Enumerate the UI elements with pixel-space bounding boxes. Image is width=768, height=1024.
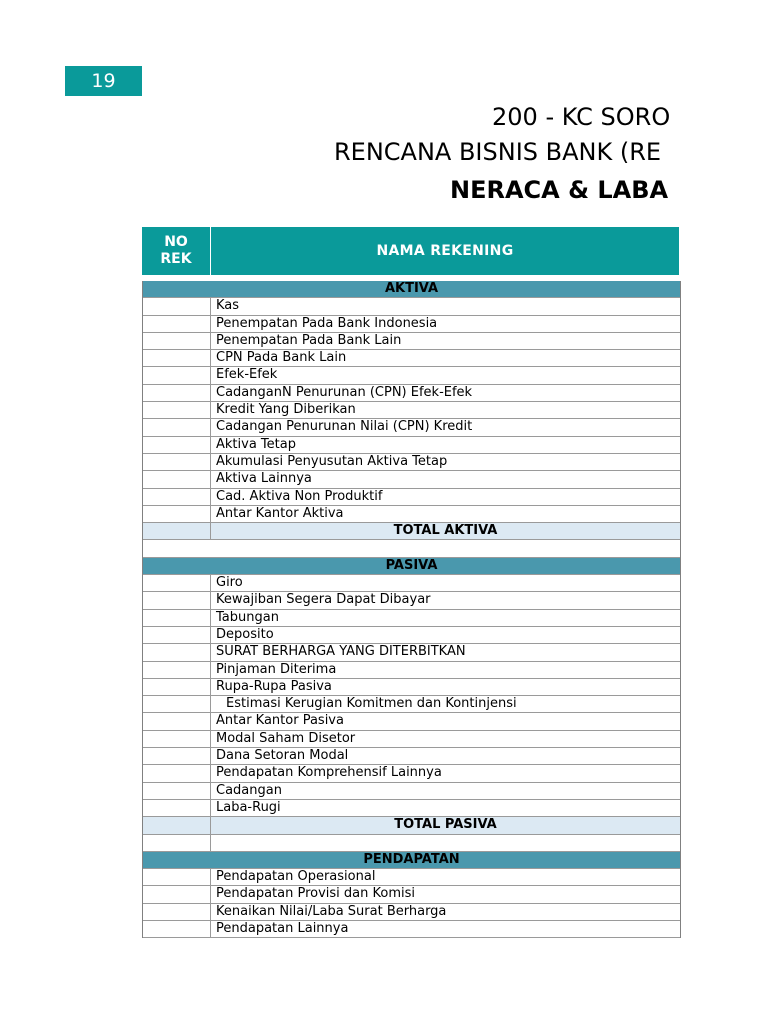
row-no [143,748,211,764]
row-name: Aktiva Lainnya [216,471,312,487]
row-name: Cadangan Penurunan Nilai (CPN) Kredit [216,419,473,435]
table-row [143,886,680,903]
row-name: SURAT BERHARGA YANG DITERBITKAN [216,644,466,660]
table-row [143,800,680,817]
table-row [143,575,680,592]
row-name: Modal Saham Disetor [216,730,356,746]
table-row [143,506,680,523]
row-name: Pendapatan Lainnya [216,920,349,936]
row-name [211,540,680,556]
table-row [143,921,680,938]
row-no [143,886,211,902]
table-row [143,419,680,436]
row-no [143,506,211,522]
table-row [143,765,680,782]
title-line-1: 200 - KC SORO [492,103,671,131]
row-name: Penempatan Pada Bank Lain [216,332,402,348]
title-line-2: RENCANA BISNIS BANK (RE [334,138,662,166]
row-name: Akumulasi Penyusutan Aktiva Tetap [216,453,448,469]
account-table [142,281,681,938]
table-row [143,713,680,730]
table-row [143,679,680,696]
row-no [143,489,211,505]
row-no [143,316,211,332]
row-name: Tabungan [216,609,279,625]
total-aktiva-row [143,523,680,540]
total-label: TOTAL AKTIVA [393,523,498,539]
row-no [143,610,211,626]
report-title [142,100,679,210]
table-row [143,316,680,333]
row-no [143,454,211,470]
row-no [143,731,211,747]
row-name: Laba-Rugi [216,799,281,815]
row-no [143,333,211,349]
row-name: Pendapatan Operasional [216,869,376,885]
table-row [143,489,680,506]
table-row [143,350,680,367]
row-no [143,437,211,453]
row-no [143,904,211,920]
table-row [143,402,680,419]
header-no-rek-line1: NO [164,234,188,250]
blank-row [143,540,680,557]
row-no [143,835,211,851]
row-no [143,765,211,781]
row-name: Antar Kantor Pasiva [216,713,344,729]
row-no [143,350,211,366]
table-row [143,471,680,488]
blank-row [143,835,680,852]
section-aktiva [143,281,680,298]
row-no [143,817,211,833]
table-row [143,731,680,748]
section-pasiva [143,558,680,575]
row-no [143,696,211,712]
table-row [143,367,680,384]
row-no [143,783,211,799]
table-row [143,298,680,315]
section-label: PENDAPATAN [363,851,460,867]
row-no [143,662,211,678]
row-no [143,644,211,660]
table-row [143,644,680,661]
row-no [143,385,211,401]
section-label: AKTIVA [384,281,439,296]
row-no [143,419,211,435]
row-no [143,679,211,695]
title-line-3: NERACA & LABA [450,176,669,204]
header-nama-rekening: NAMA REKENING [376,243,514,259]
row-name: Kenaikan Nilai/Laba Surat Berharga [216,903,447,919]
row-no [143,523,211,539]
table-row [143,454,680,471]
section-label: PASIVA [385,557,438,573]
row-name: Deposito [216,626,274,642]
row-name: Efek-Efek [216,367,278,383]
row-no [143,800,211,816]
header-no-rek-line2: REK [160,251,192,267]
row-no [143,713,211,729]
row-no [143,540,211,556]
row-no [143,869,211,885]
row-name: Penempatan Pada Bank Indonesia [216,315,438,331]
table-row [143,333,680,350]
table-row [143,904,680,921]
table-row [143,696,680,713]
row-name: Rupa-Rupa Pasiva [216,678,332,694]
row-name: Pendapatan Provisi dan Komisi [216,886,416,902]
header-no-rek [142,227,211,275]
row-name: Pinjaman Diterima [216,661,337,677]
table-row [143,437,680,454]
table-row [143,748,680,765]
table-row [143,592,680,609]
row-name: CadanganN Penurunan (CPN) Efek-Efek [216,384,473,400]
row-name: Aktiva Tetap [216,436,296,452]
row-name [211,835,680,851]
row-no [143,367,211,383]
table-row [143,783,680,800]
row-no [143,592,211,608]
row-name: Kewajiban Segera Dapat Dibayar [216,592,431,608]
table-row [143,610,680,627]
table-row [143,869,680,886]
row-name: Kas [216,298,240,314]
row-no [143,298,211,314]
table-row [143,627,680,644]
total-label: TOTAL PASIVA [394,817,497,833]
row-no [143,627,211,643]
row-name: Giro [216,575,243,591]
row-no [143,471,211,487]
row-name: Cadangan [216,782,282,798]
table-row [143,662,680,679]
row-name: Kredit Yang Diberikan [216,402,356,418]
row-no [143,921,211,937]
row-name: CPN Pada Bank Lain [216,350,347,366]
row-name: Dana Setoran Modal [216,748,349,764]
section-pendapatan [143,852,680,869]
table-header [142,227,679,275]
row-name: Pendapatan Komprehensif Lainnya [216,765,442,781]
row-no [143,402,211,418]
row-name: Cad. Aktiva Non Produktif [216,488,383,504]
row-name: Estimasi Kerugian Komitmen dan Kontinjensi [226,696,517,712]
row-name: Antar Kantor Aktiva [216,505,344,521]
row-no [143,575,211,591]
page-number-badge: 19 [65,66,142,96]
total-pasiva-row [143,817,680,834]
table-row [143,385,680,402]
